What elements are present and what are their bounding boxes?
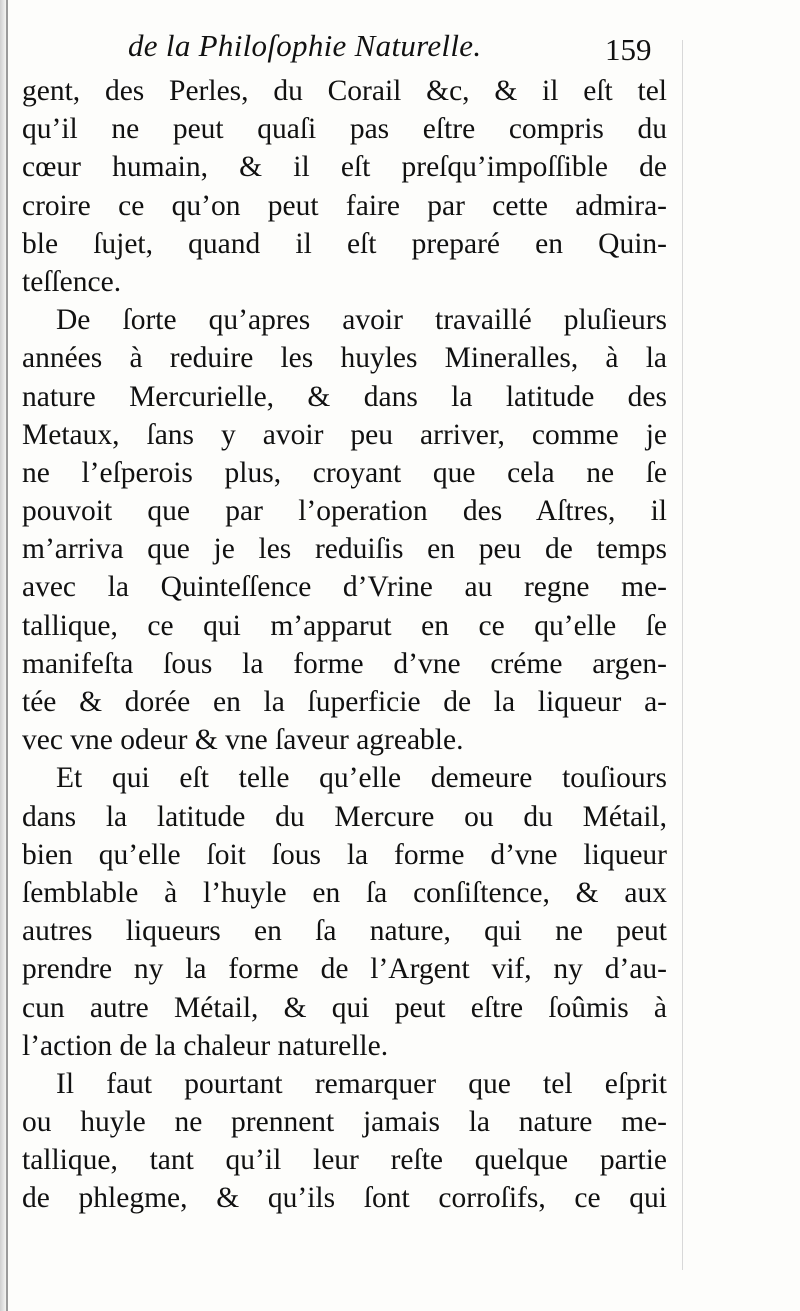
binding-edge [6, 0, 8, 1311]
text-line: manifeſta ſous la forme d’vne créme argen- [22, 647, 667, 680]
text-line: croire ce qu’on peut faire par cette admira- [22, 189, 667, 222]
page-edge-rule [682, 40, 683, 1270]
text-line: l’action de la chaleur naturelle. [22, 1029, 389, 1062]
text-line: dans la latitude du Mercure ou du Métail, [22, 800, 667, 833]
text-line: teſſence. [22, 265, 122, 298]
text-line: Metaux, ſans y avoir peu arriver, comme je [22, 418, 667, 451]
page-number: 159 [605, 32, 652, 67]
text-line: qu’il ne peut quaſi pas eſtre compris du [22, 113, 667, 146]
text-line: de phlegme, & qu’ils ſont corroſifs, ce qui [22, 1182, 667, 1215]
text-line: cœur humain, & il eſt preſqu’impoſſible de [22, 151, 667, 184]
text-line: tée & dorée en la ſuperficie de la liqueur a- [22, 686, 667, 718]
text-line: tallique, tant qu’il leur reſte quelque partie [22, 1144, 667, 1177]
text-line: ſemblable à l’huyle en ſa conſiſtence, & aux [22, 876, 667, 909]
body-text [22, 72, 667, 1218]
running-head [0, 26, 800, 76]
paragraph-first-line: Il faut pourtant remarquer que tel eſprit [56, 1067, 667, 1100]
text-line: gent, des Perles, du Corail &c, & il eſt tel [22, 75, 667, 107]
text-line: ble ſujet, quand il eſt preparé en Quin- [22, 227, 667, 260]
text-line: autres liqueurs en ſa nature, qui ne peut [22, 915, 667, 948]
text-line: bien qu’elle ſoit ſous la forme d’vne liqueur [22, 838, 667, 871]
text-line: vec vne odeur & vne ſaveur agreable. [22, 724, 464, 757]
text-line: m’arriva que je les reduiſis en peu de temps [22, 533, 667, 566]
paragraph-first-line: De ſorte qu’apres avoir travaillé pluſieurs [56, 304, 667, 337]
text-line: avec la Quinteſſence d’Vrine au regne me- [22, 571, 667, 604]
paragraph-first-line: Et qui eſt telle qu’elle demeure touſiours [56, 762, 667, 795]
text-line: ne l’eſperois plus, croyant que cela ne ſe [22, 456, 667, 489]
text-line: prendre ny la forme de l’Argent vif, ny d’au- [22, 953, 667, 986]
text-line: années à reduire les huyles Mineralles, à la [22, 342, 667, 375]
text-line: pouvoit que par l’operation des Aſtres, il [22, 495, 667, 528]
text-line: nature Mercurielle, & dans la latitude des [22, 380, 667, 413]
text-line: tallique, ce qui m’apparut en ce qu’elle ſe [22, 609, 667, 642]
text-line: cun autre Métail, & qui peut eſtre ſoûmis à [22, 991, 667, 1024]
running-head-title: de la Philoſophie Naturelle. [128, 28, 482, 63]
text-line: ou huyle ne prennent jamais la nature me- [22, 1106, 667, 1139]
